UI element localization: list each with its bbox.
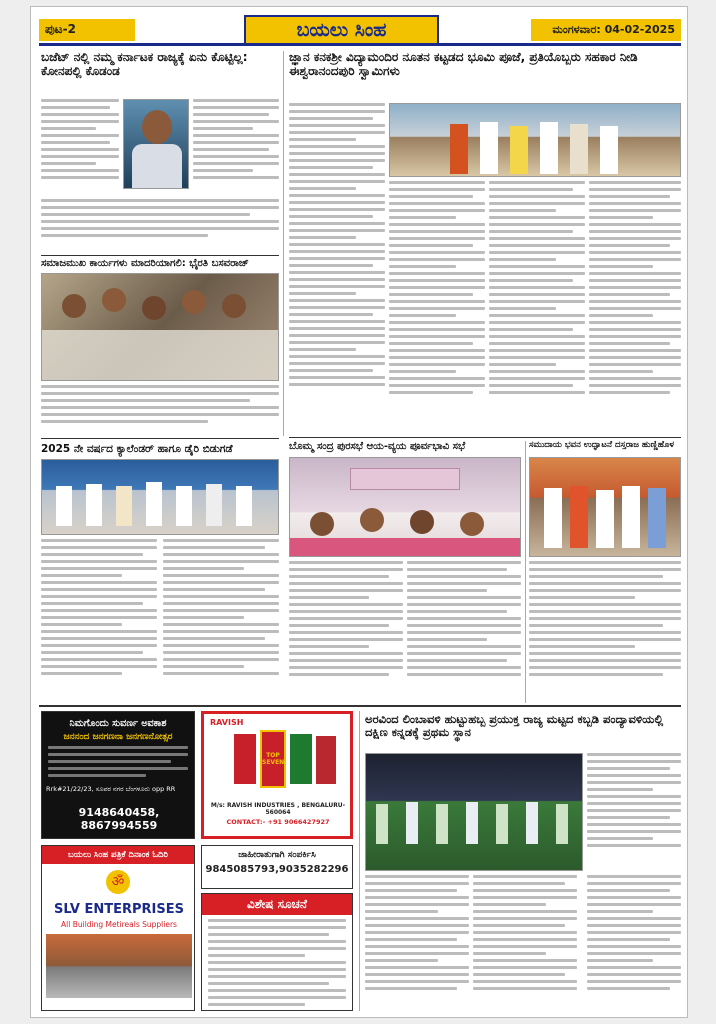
masthead xyxy=(39,15,681,45)
samajamukha-photo xyxy=(41,273,279,381)
janaganana-ad-address: Rrk#21/22/23, ಸೂಪರ ನಗರ ಬೆಂಗಳೂರು opp RR xyxy=(46,785,176,793)
samudaya-body-text xyxy=(529,561,681,701)
jnana-body-text-2 xyxy=(389,181,485,433)
kabaddi-body-text-2 xyxy=(365,875,469,1011)
kabaddi-body-text xyxy=(587,753,681,869)
budget-body-text xyxy=(41,99,119,195)
samudaya-headline: ಸಮುದಾಯ ಭವನ ಉದ್ಘಾಟನೆ ದಸ್ತರಾಜ ಹುಣ್ಣಿಹೊಳ xyxy=(529,440,674,450)
vishesha-notice xyxy=(201,893,353,1011)
calendar-headline: 2025 ನೇ ವರ್ಷದ ಕ್ಯಾಲೆಂಡರ್ ಹಾಗೂ ಡೈರಿ ಬಿಡುಗಡೆ xyxy=(41,443,233,455)
ravish-product-name: TOP SEVEN xyxy=(262,752,285,766)
jahiratu-phones: 9845085793,9035282296 xyxy=(205,864,349,875)
calendar-body-text-2 xyxy=(163,539,279,701)
kabaddi-headline: ಅರವಿಂದ ಲಿಂಬಾವಳಿ ಹುಟ್ಟುಹಬ್ಬ ಪ್ರಯುಕ್ತ ರಾಜ್ಯ ಮಟ್ಟದ ಕಬ್ಬಡಿ ಪಂದ್ಯಾವಳಿಯಲ್ಲಿ ದಕ್ಷಿಣ ಕನ್ನಡಕ್ಕೆ ಪ್ರಥಮ ಸ್ಥಾನ xyxy=(365,712,664,740)
om-icon: ॐ xyxy=(106,870,130,894)
calendar-photo xyxy=(41,459,279,535)
bommasandra-body-text xyxy=(289,561,403,701)
samajamukha-headline: ಸಮಾಜಮುಖ ಕಾರ್ಯಗಳು ಮಾದರಿಯಾಗಲಿ: ಭೈರತಿ ಬಸವರಾಜ್ xyxy=(41,258,249,269)
budget-body-text-3 xyxy=(41,199,279,251)
jnana-headline: ಜ್ಞಾನ ಕನಕಶ್ರೀ ವಿದ್ಯಾಮಂದಿರ ನೂತನ ಕಟ್ಟಡದ ಭೂಮಿ ಪೂಜೆ, ಪ್ರತಿಯೊಬ್ಬರು ಸಹಕಾರ ನೀಡಿ ಈಶ್ವರಾನಂದಪುರಿ ಸ್ವಾಮಿಗಳು xyxy=(289,50,638,78)
samudaya-photo xyxy=(529,457,681,557)
janaganana-ad-phones: 9148640458, 8867994559 xyxy=(78,806,160,832)
jahiratu-title: ಜಾಹೀರಾತುಗಾಗಿ ಸಂಪರ್ಕಿಸಿ xyxy=(238,850,316,860)
page-label: ಪುಟ-2 xyxy=(39,19,135,41)
masthead-rule xyxy=(39,43,681,46)
product-red-pouch xyxy=(234,734,256,784)
kabaddi-match-photo xyxy=(365,753,583,871)
bommasandra-meeting-photo xyxy=(289,457,521,557)
samajamukha-body-text xyxy=(41,385,279,435)
product-red-pouch-2 xyxy=(316,736,336,784)
ravish-ad xyxy=(201,711,353,839)
budget-body-text-2 xyxy=(193,99,279,195)
kabaddi-body-text-3 xyxy=(473,875,577,1011)
product-gold-box xyxy=(260,730,286,788)
ravish-brand: RAVISH xyxy=(210,718,244,727)
issue-date: ಮಂಗಳವಾರ: 04-02-2025 xyxy=(531,19,681,41)
budget-headline: ಬಜೆಟ್ ನಲ್ಲಿ ನಮ್ಮ ಕರ್ನಾಟಕ ರಾಜ್ಯಕ್ಕೆ ಏನು ಕೊಟ್ಟಿಲ್ಲ: ಕೋನಪಲ್ಲಿ ಕೊಡಂಡ xyxy=(41,50,248,78)
bommasandra-headline: ಬೊಮ್ಮ ಸಂದ್ರ ಪುರಸಭೆ ಆಯ-ವ್ಯಯ ಪೂರ್ವಭಾವಿ ಸಭೆ xyxy=(289,441,466,452)
slv-tagline: All Building Metireals Suppliers xyxy=(61,920,177,929)
janaganana-ad-title: ನಿಮಗೊಂದು ಸುವರ್ಣ ಅವಕಾಶ xyxy=(69,718,167,729)
ravish-contact: CONTACT:- +91 9066427927 xyxy=(226,818,330,826)
building-materials-image xyxy=(46,934,192,998)
jnana-body-text-3 xyxy=(489,181,585,433)
jnana-ceremony-photo xyxy=(389,103,681,177)
slv-ad-banner: ಬಯಲು ಸಿಂಹ ಪತ್ರಿಕೆ ದಿನಾಂಕ ಓದಿರಿ xyxy=(42,846,194,864)
calendar-body-text xyxy=(41,539,157,701)
jahiratu-ad xyxy=(201,845,353,889)
janaganana-ad-subtitle: ಜನನಂದ ಜನಗಣನಾ ಜನಗಣನೋತ್ಸರ xyxy=(63,732,173,742)
kabaddi-body-text-4 xyxy=(587,875,681,1011)
ravish-company: M/s: RAVISH INDUSTRIES , BENGALURU-560064 xyxy=(210,802,346,816)
bommasandra-body-text-2 xyxy=(407,561,521,701)
budget-portrait-photo xyxy=(123,99,189,189)
janaganana-ad xyxy=(41,711,195,839)
product-green-pouch xyxy=(290,734,312,784)
vishesha-title: ವಿಶೇಷ ಸೂಚನೆ xyxy=(202,894,352,915)
newspaper-page xyxy=(30,6,688,1018)
jnana-body-text xyxy=(289,103,385,433)
jnana-body-text-4 xyxy=(589,181,681,433)
newspaper-title: ಬಯಲು ಸಿಂಹ xyxy=(244,15,439,45)
slv-name: SLV ENTERPRISES xyxy=(54,902,184,917)
slv-ad xyxy=(41,845,195,1011)
